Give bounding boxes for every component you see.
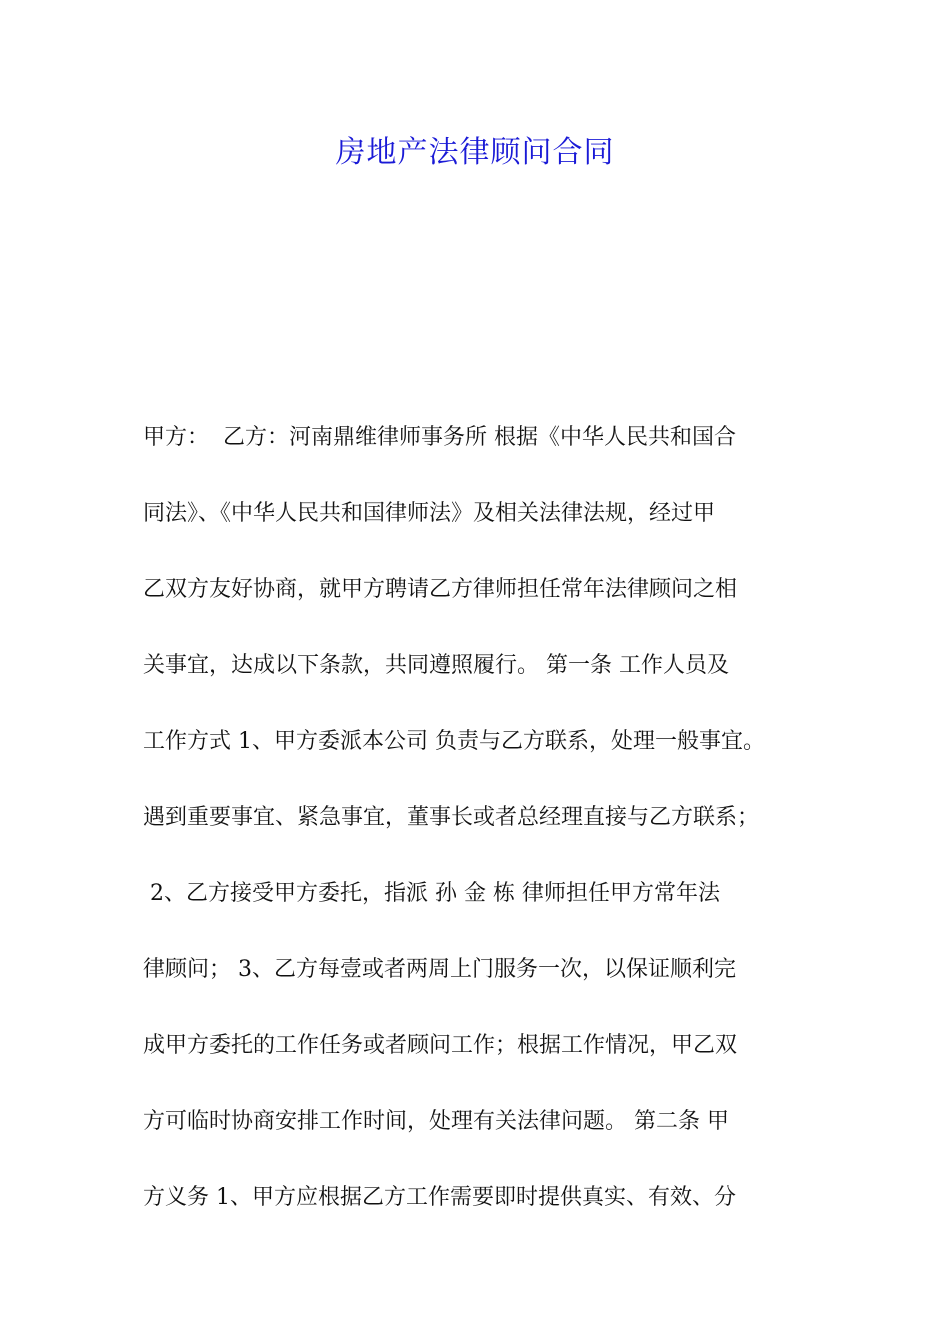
body-line: 方可临时协商安排工作时间，处理有关法律问题。 第二条 甲 [143, 1109, 729, 1134]
body-line: 遇到重要事宜、紧急事宜，董事长或者总经理直接与乙方联系； [143, 805, 760, 830]
body-line: 方义务 1、甲方应根据乙方工作需要即时提供真实、有效、分 [143, 1185, 736, 1210]
document-body [143, 414, 843, 1250]
body-line: 律顾问； 3、乙方每壹或者两周上门服务一次，以保证顺利完 [143, 957, 736, 982]
body-line: 工作方式 1、甲方委派本公司 负责与乙方联系，处理一般事宜。 [143, 729, 765, 754]
body-line: 同法》、《中华人民共和国律师法》及相关法律法规，经过甲 [143, 501, 716, 526]
body-line: 2、乙方接受甲方委托，指派 孙 金 栋 律师担任甲方常年法 [143, 881, 720, 906]
body-line: 关事宜，达成以下条款，共同遵照履行。 第一条 工作人员及 [143, 653, 729, 678]
body-line: 成甲方委托的工作任务或者顾问工作；根据工作情况，甲乙双 [143, 1033, 738, 1058]
body-line: 甲方： 乙方：河南鼎维律师事务所 根据《中华人民共和国合 [143, 425, 736, 450]
body-line: 乙双方友好协商，就甲方聘请乙方律师担任常年法律顾问之相 [143, 577, 738, 602]
document-title: 房地产法律顾问合同 [335, 135, 615, 170]
